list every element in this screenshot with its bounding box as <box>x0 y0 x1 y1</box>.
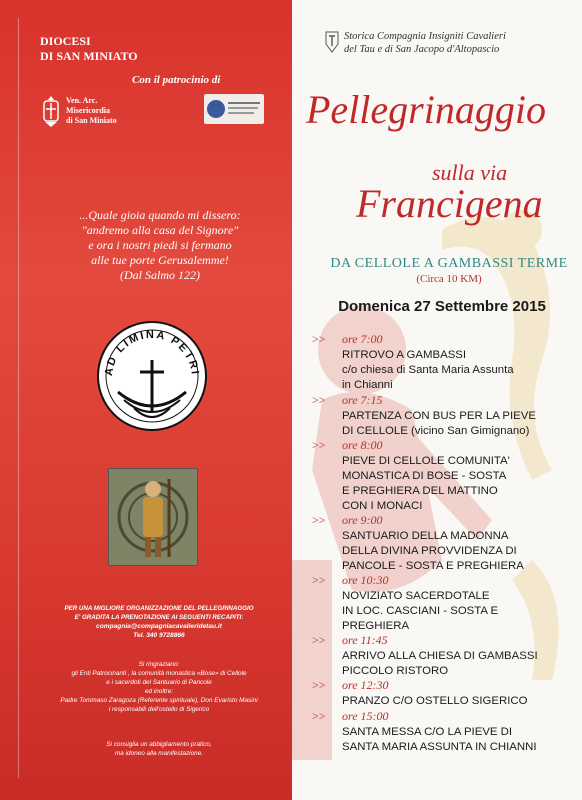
thanks-line: ed inoltre: <box>144 688 174 695</box>
misericordia-crest-icon <box>40 94 62 128</box>
schedule-time: ore 9:00 <box>342 513 383 527</box>
schedule-time: ore 7:15 <box>342 393 383 407</box>
schedule-time: ore 15:00 <box>342 709 389 723</box>
schedule-description: PIEVE DI CELLOLE COMUNITA' MONASTICA DI BOSE - SOSTA E PREGHIERA DEL MATTINO CON I MONACI <box>342 455 510 512</box>
advice-line: ma idoneo alla manifestazione. <box>114 750 204 757</box>
advice-block <box>34 740 284 758</box>
bullet-arrow: >> <box>312 393 326 407</box>
diocese-name <box>40 34 138 64</box>
thanks-block <box>34 660 284 714</box>
booking-phone: Tel. 340 9728866 <box>133 632 185 639</box>
booking-line: PER UNA MIGLIORE ORGANIZZAZIONE DEL PELLEGRINAGGIO <box>64 605 254 612</box>
title-pellegrinaggio: Pellegrinaggio <box>306 87 546 132</box>
schedule-description: PARTENZA CON BUS PER LA PIEVE DI CELLOLE (vicino San Gimignano) <box>342 410 536 437</box>
route-distance: (Circa 10 KM) <box>416 273 482 285</box>
schedule-description: SANTUARIO DELLA MADONNA DELLA DIVINA PROVVIDENZA DI PANCOLE - SOSTA E PREGHIERA <box>342 530 524 572</box>
bullet-arrow: >> <box>312 678 326 692</box>
title-francigena: Francigena <box>356 181 543 226</box>
patron-logo-box <box>204 94 264 124</box>
schedule-time: ore 12:30 <box>342 678 389 692</box>
org-line1: Storica Compagnia Insigniti Cavalieri <box>344 31 506 42</box>
patronage-label: Con il patrocinio di <box>132 74 221 86</box>
event-date: Domenica 27 Settembre 2015 <box>338 298 546 315</box>
bullet-arrow: >> <box>312 332 326 346</box>
psalm-quote: ...Quale gioia quando mi dissero: "andremo alla casa del Signore" e ora i nostri piedi si fermano alle tue porte Gerusalemme! (Dal Salmo 122) <box>79 208 241 282</box>
bullet-arrow: >> <box>312 573 326 587</box>
tau-emblem-icon <box>324 30 340 54</box>
bullet-arrow: >> <box>312 633 326 647</box>
thanks-title: Si ringraziano: <box>138 661 180 668</box>
advice-line: Si consiglia un abbigliamento pratico, <box>106 741 212 748</box>
schedule-time: ore 7:00 <box>342 332 383 346</box>
schedule-time: ore 8:00 <box>342 438 383 452</box>
schedule-description: RITROVO A GAMBASSI c/o chiesa di Santa Maria Assunta in Chianni <box>342 349 514 391</box>
thanks-line: Padre Tommaso Zaragoza (Referente spirituale), Don Evaristo Masini <box>60 697 258 704</box>
bullet-arrow: >> <box>312 709 326 723</box>
diocese-line2: DI SAN MINIATO <box>40 49 138 63</box>
schedule-description: PRANZO C/O OSTELLO SIGERICO <box>342 695 528 707</box>
thanks-line: gli Enti Patrocinanti , la comunità monastica «Bose» di Cellole <box>71 670 247 677</box>
misericordia-label: Ven. Arc. Misericordia di San Miniato <box>66 96 117 125</box>
booking-email: compagnia@compagniacavalieridetau.it <box>96 623 222 630</box>
route-title: DA CELLOLE A GAMBASSI TERME <box>330 256 568 271</box>
booking-line: E' GRADITA LA PRENOTAZIONE AI SEGUENTI RECAPITI: <box>74 614 244 621</box>
diocese-line1: DIOCESI <box>40 34 91 48</box>
ad-limina-petri-logo <box>96 320 208 432</box>
bullet-arrow: >> <box>312 438 326 452</box>
panel-border-line <box>18 18 29 778</box>
bullet-arrow: >> <box>312 513 326 527</box>
schedule-description: NOVIZIATO SACERDOTALE IN LOC. CASCIANI - SOSTA E PREGHIERA <box>342 590 499 632</box>
thanks-line: e i sacerdoti del Santuario di Pancole <box>106 679 212 686</box>
schedule-time: ore 11:45 <box>342 633 388 647</box>
booking-info <box>34 604 284 640</box>
schedule-description: ARRIVO ALLA CHIESA DI GAMBASSI PICCOLO RISTORO <box>342 650 538 677</box>
schedule-time: ore 10:30 <box>342 573 389 587</box>
thanks-line: i responsabili dell'ostello di Sigerico <box>108 706 210 713</box>
logo-text: AD LIMINA PETRI <box>102 328 201 377</box>
patron-logo-icon <box>204 94 264 124</box>
title-sulla-via: sulla via <box>432 160 508 185</box>
right-panel <box>292 0 582 800</box>
org-line2: del Tau e di San Jacopo d'Altopascio <box>344 44 500 55</box>
pilgrim-mosaic-image <box>108 468 198 566</box>
schedule-description: SANTA MESSA C/O LA PIEVE DI SANTA MARIA ASSUNTA IN CHIANNI <box>342 726 537 753</box>
organization-name <box>344 30 580 56</box>
